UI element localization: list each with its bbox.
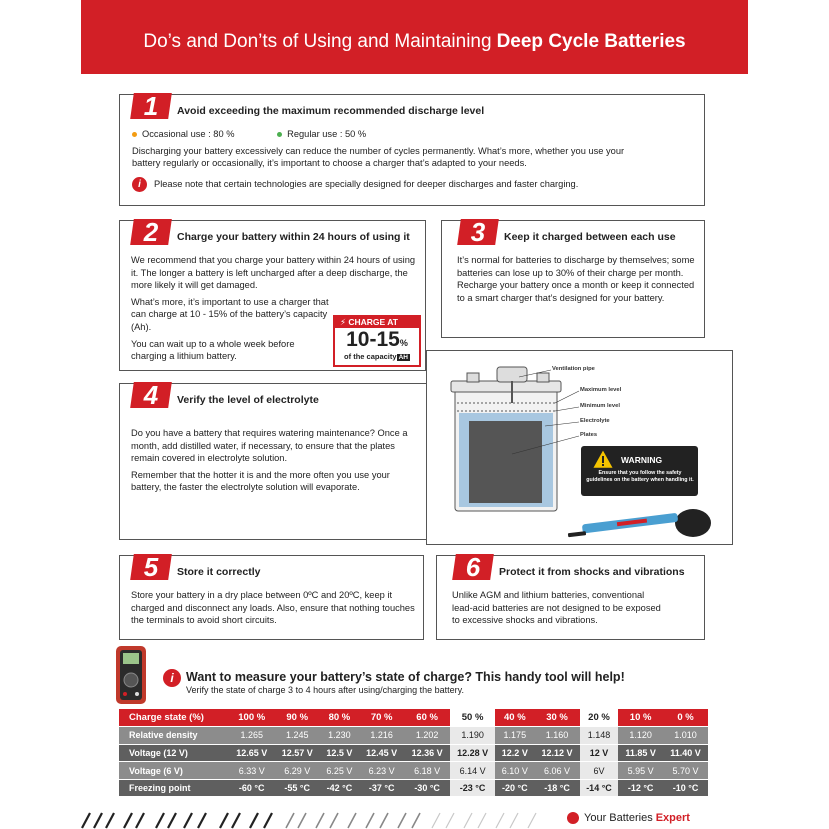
tip-number-badge: 5	[132, 554, 170, 580]
table-cell: 1.216	[359, 727, 404, 745]
ventilation-pipe-label: Ventilation pipe	[552, 366, 595, 372]
table-cell: 1.230	[320, 727, 359, 745]
table-header-row	[119, 709, 708, 727]
tip-number-badge: 2	[132, 219, 170, 245]
table-cell: 1.202	[404, 727, 449, 745]
table-header-cell: 40 %	[495, 709, 534, 727]
measure-subtitle: Verify the state of charge 3 to 4 hours after using/charging the battery.	[186, 685, 464, 695]
table-cell: -30 °C	[404, 779, 449, 797]
table-cell: -10 °C	[663, 779, 708, 797]
regular-use-label: Regular use : 50 %	[287, 129, 367, 139]
table-header-cell: 70 %	[359, 709, 404, 727]
table-cell: 11.85 V	[618, 744, 663, 762]
tip-note: i Please note that certain technologies are specially designed for deeper discharges and faster charging.	[132, 177, 692, 192]
table-cell: 1.175	[495, 727, 534, 745]
battery-diagram	[426, 350, 733, 545]
tip-paragraph: What’s more, it’s important to use a charger that can charge at 10 - 15% of the battery’s capacity (Ah).	[131, 296, 329, 332]
table-cell: 12.12 V	[534, 744, 579, 762]
warning-icon	[592, 449, 614, 469]
tip-title: Charge your battery within 24 hours of using it	[177, 231, 410, 243]
table-cell: 6.06 V	[534, 762, 579, 780]
table-cell: -55 °C	[274, 779, 319, 797]
table-header-cell: 100 %	[229, 709, 274, 727]
brand-logo-icon	[567, 812, 579, 824]
info-icon: i	[163, 669, 181, 687]
state-of-charge-table	[119, 709, 708, 797]
tip-title: Avoid exceeding the maximum recommended discharge level	[177, 105, 485, 117]
table-cell: 1.010	[663, 727, 708, 745]
tip-body	[131, 427, 416, 498]
page-title: Do’s and Don’ts of Using and Maintaining	[143, 31, 492, 52]
table-cell: -23 °C	[450, 779, 495, 797]
tip-paragraph: Remember that the hotter it is and the more often you use your battery, the faster the electrolyte solution will evaporate.	[131, 469, 390, 493]
table-row-label: Voltage (6 V)	[119, 762, 229, 780]
charge-rate-badge: ⚡ CHARGE AT 10-15% of the capacity AH	[333, 315, 421, 367]
tip-title: Keep it charged between each use	[504, 231, 676, 243]
header-banner	[81, 0, 748, 74]
table-cell: 12.2 V	[495, 744, 534, 762]
table-cell: -12 °C	[618, 779, 663, 797]
tip-number-badge: 4	[132, 382, 170, 408]
table-row	[119, 762, 708, 780]
table-cell: 6.18 V	[404, 762, 449, 780]
table-cell: 1.190	[450, 727, 495, 745]
table-cell: 5.95 V	[618, 762, 663, 780]
tip-number-badge: 1	[132, 93, 170, 119]
table-cell: -42 °C	[320, 779, 359, 797]
table-cell: 12.28 V	[450, 744, 495, 762]
tip-paragraph: You can wait up to a whole week before charging a lithium battery.	[131, 338, 295, 362]
tip-body	[132, 128, 632, 174]
tip-text: Discharging your battery excessively can reduce the number of cycles permanently. What’s more, whether you use your battery regularly or occasionally, it’s important to choose a charger that’s adapted to your needs.	[132, 145, 625, 169]
table-cell: 12.65 V	[229, 744, 274, 762]
tip-body: It’s normal for batteries to discharge by themselves; some batteries can lose up to 30% of their charge per month. Recharge your battery once a month or keep it connected to a smart charger that’s designed for your battery.	[457, 255, 695, 303]
table-cell: 6V	[580, 762, 618, 780]
brand-name-emphasis: Expert	[655, 812, 690, 824]
table-cell: 12.5 V	[320, 744, 359, 762]
maximum-level-label: Maximum level	[580, 387, 622, 393]
tip-box-4	[119, 380, 426, 540]
table-row-label: Relative density	[119, 727, 229, 745]
table-row-label: Charge state (%)	[119, 709, 229, 727]
page-title-emphasis: Deep Cycle Batteries	[496, 31, 686, 52]
table-row-label: Freezing point	[119, 779, 229, 797]
tip-body: Store your battery in a dry place between 0ºC and 20ºC, keep it charged and disconnect any loads. Also, ensure that nothing touches the terminals to avoid short circuits.	[131, 590, 415, 626]
table-cell: 11.40 V	[663, 744, 708, 762]
table-row	[119, 779, 708, 797]
table-cell: 1.265	[229, 727, 274, 745]
table-header-cell: 60 %	[404, 709, 449, 727]
table-header-cell: 90 %	[274, 709, 319, 727]
tip-paragraph: We recommend that you charge your battery within 24 hours of using it. The longer a battery is left uncharged after a deep discharge, the more likely it will get damaged.	[131, 255, 416, 291]
table-row-label: Voltage (12 V)	[119, 744, 229, 762]
tip-number-badge: 3	[459, 219, 497, 245]
tip-title: Protect it from shocks and vibrations	[499, 566, 685, 578]
footer-stripe-decoration	[80, 810, 550, 829]
lightning-icon: ⚡	[340, 317, 346, 327]
table-cell: 12.45 V	[359, 744, 404, 762]
table-header-cell: 20 %	[580, 709, 618, 727]
green-dot-icon	[277, 132, 282, 137]
table-cell: 12.36 V	[404, 744, 449, 762]
table-cell: 6.14 V	[450, 762, 495, 780]
table-cell: 1.148	[580, 727, 618, 745]
table-cell: 6.29 V	[274, 762, 319, 780]
minimum-level-label: Minimum level	[580, 403, 620, 409]
table-cell: -14 °C	[580, 779, 618, 797]
tip-box-3	[441, 217, 705, 338]
table-cell: 1.245	[274, 727, 319, 745]
multimeter-icon	[114, 644, 148, 706]
plates-label: Plates	[580, 432, 598, 438]
table-cell: 6.23 V	[359, 762, 404, 780]
measure-title: Want to measure your battery’s state of charge? This handy tool will help!	[186, 670, 625, 684]
table-cell: 12.57 V	[274, 744, 319, 762]
hydrometer-icon	[568, 509, 711, 537]
table-cell: 12 V	[580, 744, 618, 762]
table-cell: 1.120	[618, 727, 663, 745]
table-cell: -20 °C	[495, 779, 534, 797]
table-header-cell: 0 %	[663, 709, 708, 727]
occasional-use-label: Occasional use : 80 %	[142, 129, 235, 139]
tip-paragraph: Do you have a battery that requires watering maintenance? Once a month, add distilled water, if necessary, to ensure that the plates remain covered in electrolyte solution.	[131, 428, 408, 464]
warning-panel	[581, 446, 698, 496]
tip-body: Unlike AGM and lithium batteries, conventional lead-acid batteries are not designed to be exposed to excessive shocks and vibrations.	[452, 590, 661, 626]
table-cell: -18 °C	[534, 779, 579, 797]
table-row	[119, 744, 708, 762]
tip-box-5	[119, 552, 424, 640]
table-header-cell: 80 %	[320, 709, 359, 727]
tip-title: Store it correctly	[177, 566, 261, 578]
brand-logo	[567, 812, 690, 824]
table-header-cell: 30 %	[534, 709, 579, 727]
tip-box-1	[119, 91, 705, 206]
table-header-cell: 50 %	[450, 709, 495, 727]
warning-title: WARNING	[621, 455, 663, 465]
table-cell: 5.70 V	[663, 762, 708, 780]
table-cell: 6.10 V	[495, 762, 534, 780]
info-icon: i	[132, 177, 147, 192]
tip-number-badge: 6	[454, 554, 492, 580]
warning-text: Ensure that you follow the safety guidelines on the battery when handling it.	[586, 470, 694, 483]
table-cell: 1.160	[534, 727, 579, 745]
table-cell: -60 °C	[229, 779, 274, 797]
tip-title: Verify the level of electrolyte	[177, 394, 319, 406]
tip-box-6	[436, 552, 705, 640]
table-row	[119, 727, 708, 745]
brand-name: Your Batteries	[584, 812, 653, 824]
orange-dot-icon	[132, 132, 137, 137]
table-cell: 6.33 V	[229, 762, 274, 780]
table-header-cell: 10 %	[618, 709, 663, 727]
electrolyte-label: Electrolyte	[580, 418, 610, 424]
table-cell: 6.25 V	[320, 762, 359, 780]
table-cell: -37 °C	[359, 779, 404, 797]
